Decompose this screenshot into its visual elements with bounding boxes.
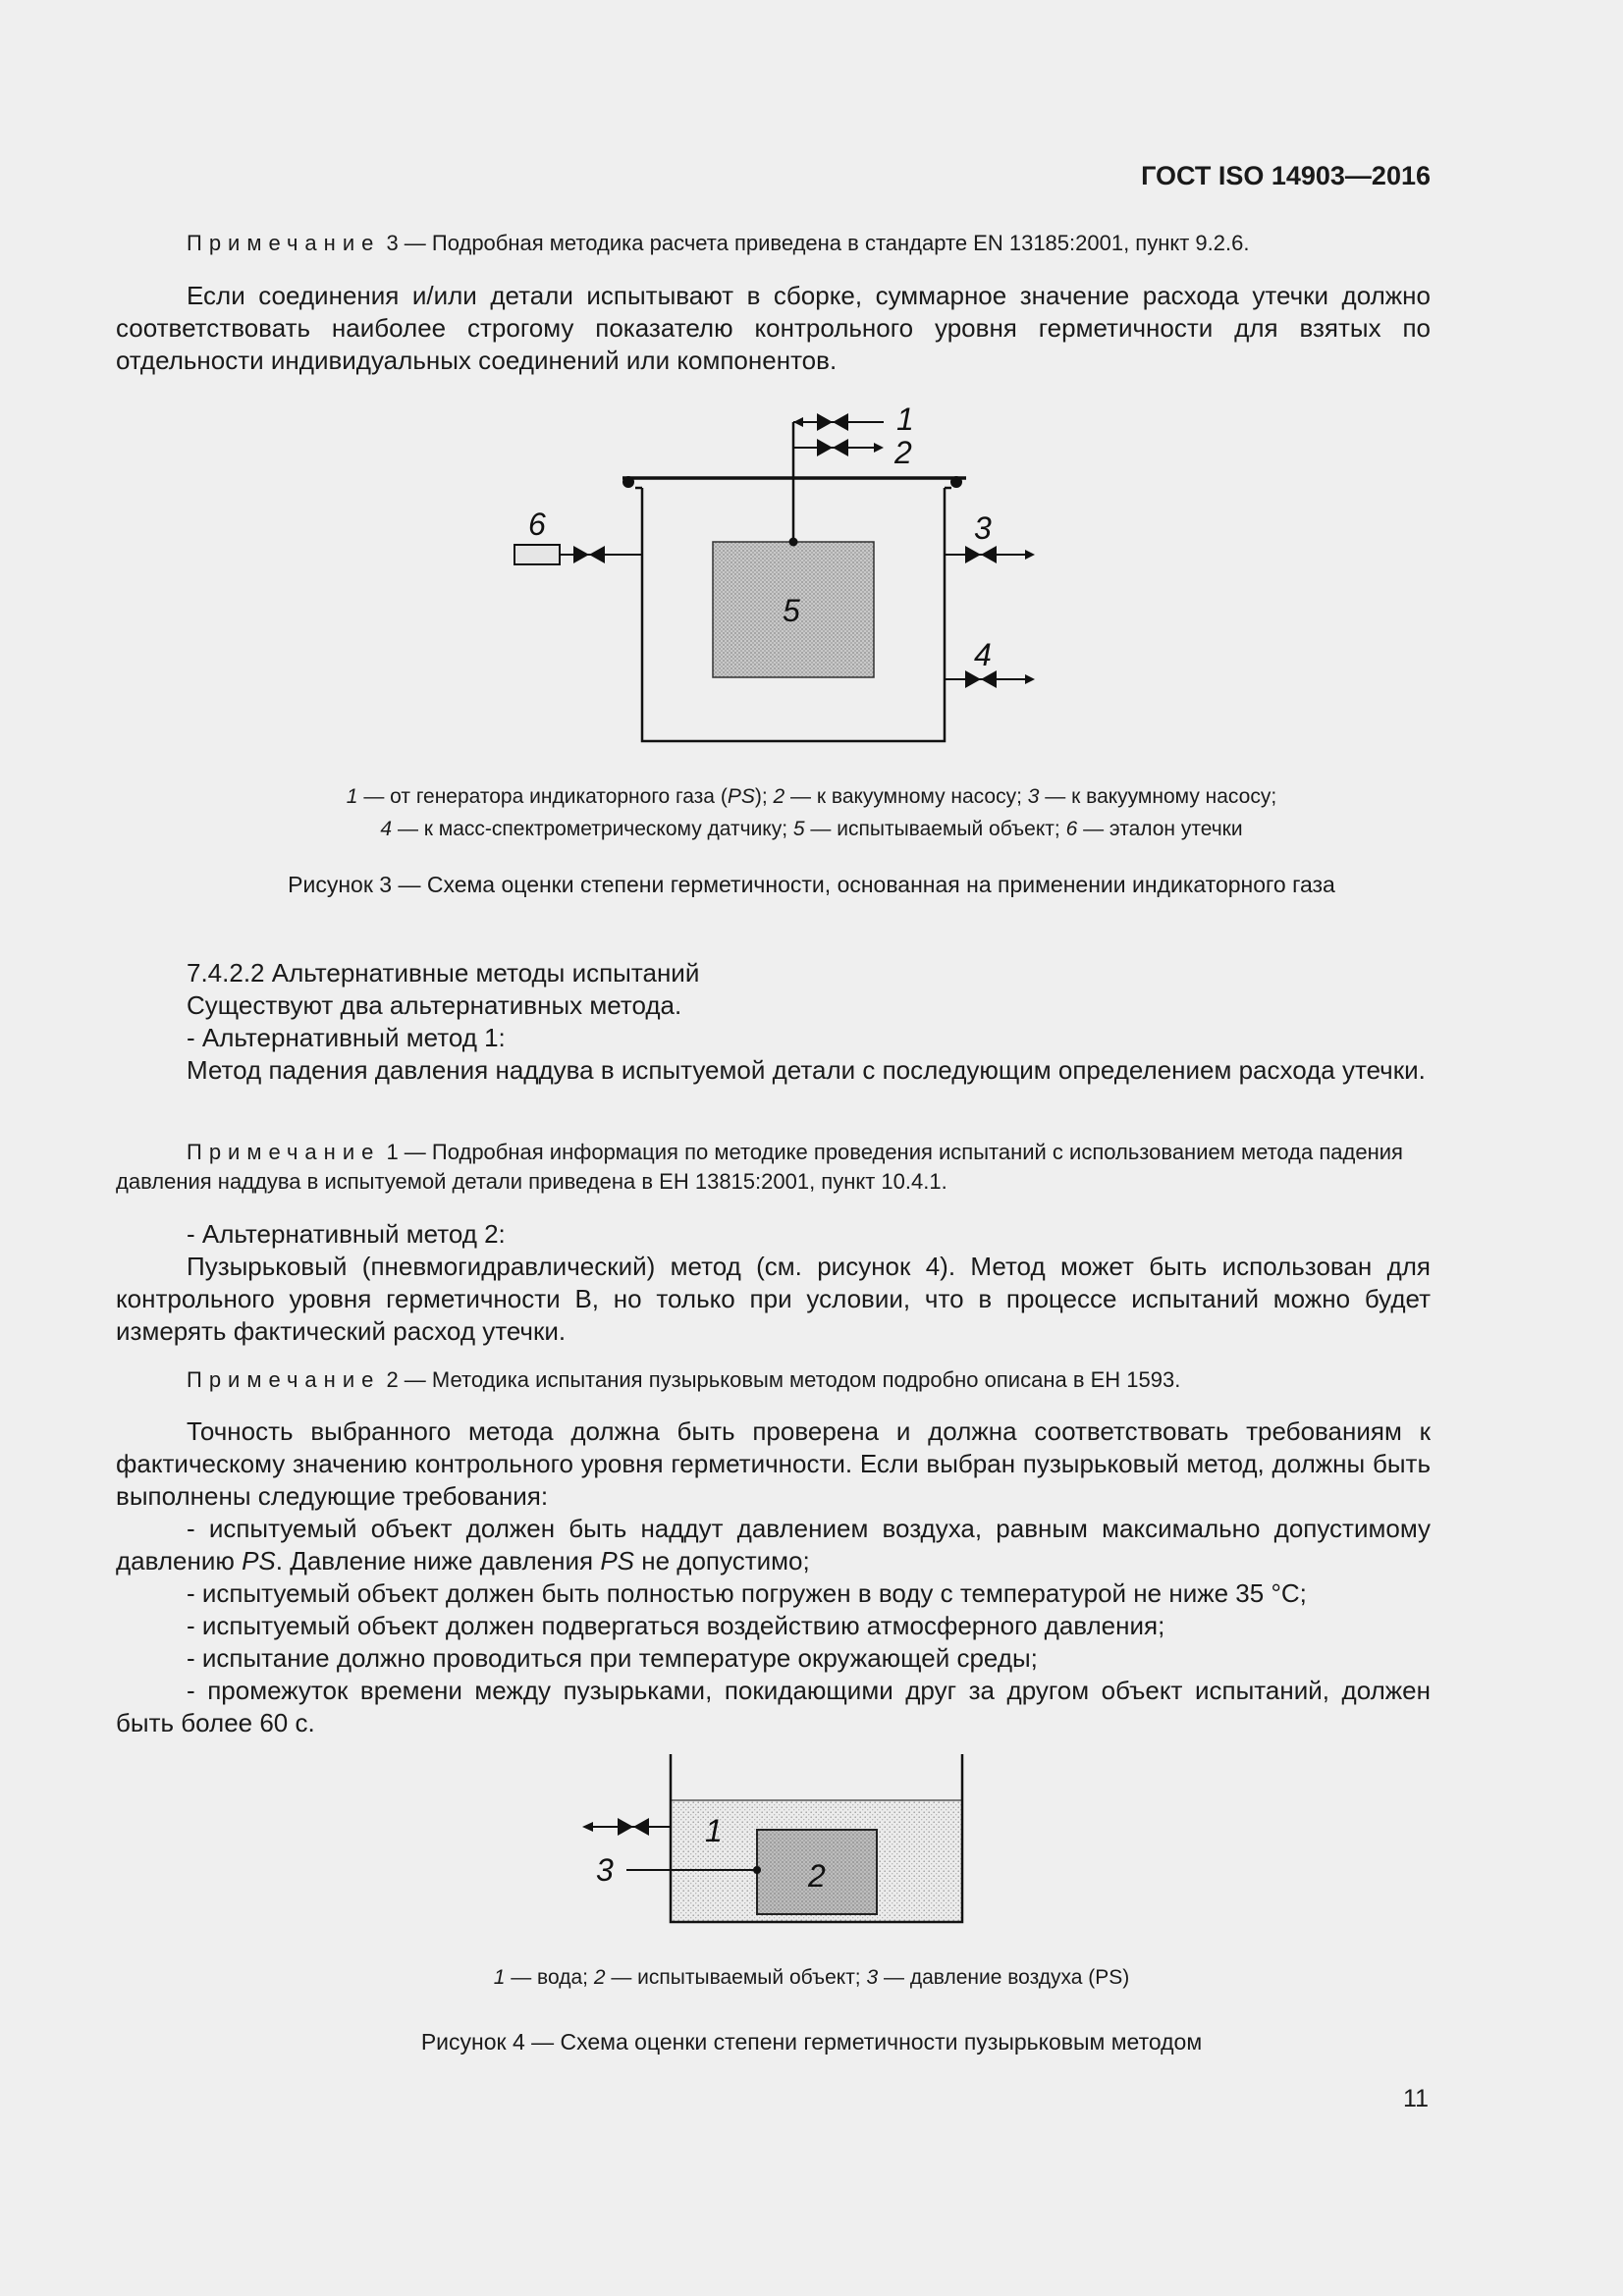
figure-3-legend (116, 780, 1507, 845)
alt-method-2: - Альтернативный метод 2: (187, 1219, 506, 1249)
requirement-4: - испытание должно проводиться при температуре окружающей среды; (187, 1643, 1038, 1673)
paragraph-assembly: Если соединения и/или детали испытывают в сборке, суммарное значение расхода утечки должно соответствовать наиболее строгому показателю контрольного уровня герметичности для взятых по отдельности индивидуальных соединений или компонентов. (116, 281, 1431, 375)
note-label: Примечание (187, 1367, 381, 1392)
requirement-1: - испытуемый объект должен быть наддут давлением воздуха, равным максимально допустимому давлению PS. Давление ниже давления PS не допустимо; (116, 1514, 1431, 1575)
figure-4-legend: 1 — вода; 2 — испытываемый объект; 3 — давление воздуха (PS) (493, 1966, 1130, 1989)
clamp-left (622, 476, 634, 488)
label-2: 2 (894, 435, 912, 470)
valve-icon (618, 1818, 649, 1836)
alt-method-1: - Альтернативный метод 1: (187, 1023, 506, 1052)
figure-3-title: Рисунок 3 — Схема оценки степени герметичности, основанная на применении индикаторного газа (288, 872, 1335, 897)
paragraph-accuracy: Точность выбранного метода должна быть проверена и должна соответствовать требованиям к фактическому значению контрольного уровня герметичности. Если выбран пузырьковый метод, должны быть выполнены следующие требования: (116, 1416, 1431, 1511)
page-number: 11 (1403, 2085, 1429, 2112)
label-6: 6 (528, 507, 546, 542)
note-1 (116, 1138, 1431, 1197)
figure-3-diagram (491, 398, 1080, 751)
reference-leak-6 (514, 545, 560, 564)
requirement-2: - испытуемый объект должен быть полностью погружен в воду с температурой не ниже 35 °С; (187, 1578, 1307, 1608)
legend-line-2: 4 — к масс-спектрометрическому датчику; 5 — испытываемый объект; 6 — эталон утечки (380, 818, 1243, 840)
requirement-5: - промежуток времени между пузырьками, покидающими друг за другом объект испытаний, должен быть более 60 с. (116, 1676, 1431, 1737)
label-1: 1 (896, 401, 914, 437)
label-3: 3 (974, 510, 992, 546)
figure-4-title: Рисунок 4 — Схема оценки степени герметичности пузырьковым методом (420, 2029, 1203, 2055)
alt-method-1-text: Метод падения давления наддува в испытуемой детали с последующим определением расхода утечки. (187, 1055, 1426, 1085)
note-text: 1 — Подробная информация по методике проведения испытаний с использованием метода падения давления наддува в испытуемой детали приведена в ЕН 13815:2001, пункт 10.4.1. (116, 1140, 1403, 1194)
note-label: Примечание (187, 1140, 381, 1164)
document-header: ГОСТ ISO 14903—2016 (1141, 161, 1431, 190)
label-4: 4 (974, 637, 992, 672)
label-5: 5 (783, 593, 800, 628)
section-heading: 7.4.2.2 Альтернативные методы испытаний (187, 958, 700, 988)
label-1: 1 (705, 1813, 723, 1848)
alt-method-2-text: Пузырьковый (пневмогидравлический) метод (см. рисунок 4). Метод может быть использован для контрольного уровня герметичности B, но только при условии, что в процессе испытаний можно будет измерять фактический расход утечки. (116, 1252, 1431, 1346)
requirement-3: - испытуемый объект должен подвергаться воздействию атмосферного давления; (187, 1611, 1165, 1640)
note-2 (116, 1365, 1431, 1395)
label-2: 2 (808, 1858, 826, 1894)
note-text: 3 — Подробная методика расчета приведена в стандарте EN 13185:2001, пункт 9.2.6. (380, 231, 1250, 255)
legend-line-1: 1 — от генератора индикаторного газа (PS); 2 — к вакуумному насосу; 3 — к вакуумному насосу; (346, 785, 1277, 808)
note-text: 2 — Методика испытания пузырьковым методом подробно описана в ЕН 1593. (380, 1367, 1181, 1392)
label-3: 3 (596, 1852, 614, 1888)
note-3 (116, 229, 1431, 258)
section-intro: Существуют два альтернативных метода. (187, 990, 682, 1020)
clamp-right (950, 476, 962, 488)
arrow-icon (582, 1822, 593, 1832)
figure-4-diagram (569, 1742, 982, 1939)
note-label: Примечание (187, 231, 381, 255)
